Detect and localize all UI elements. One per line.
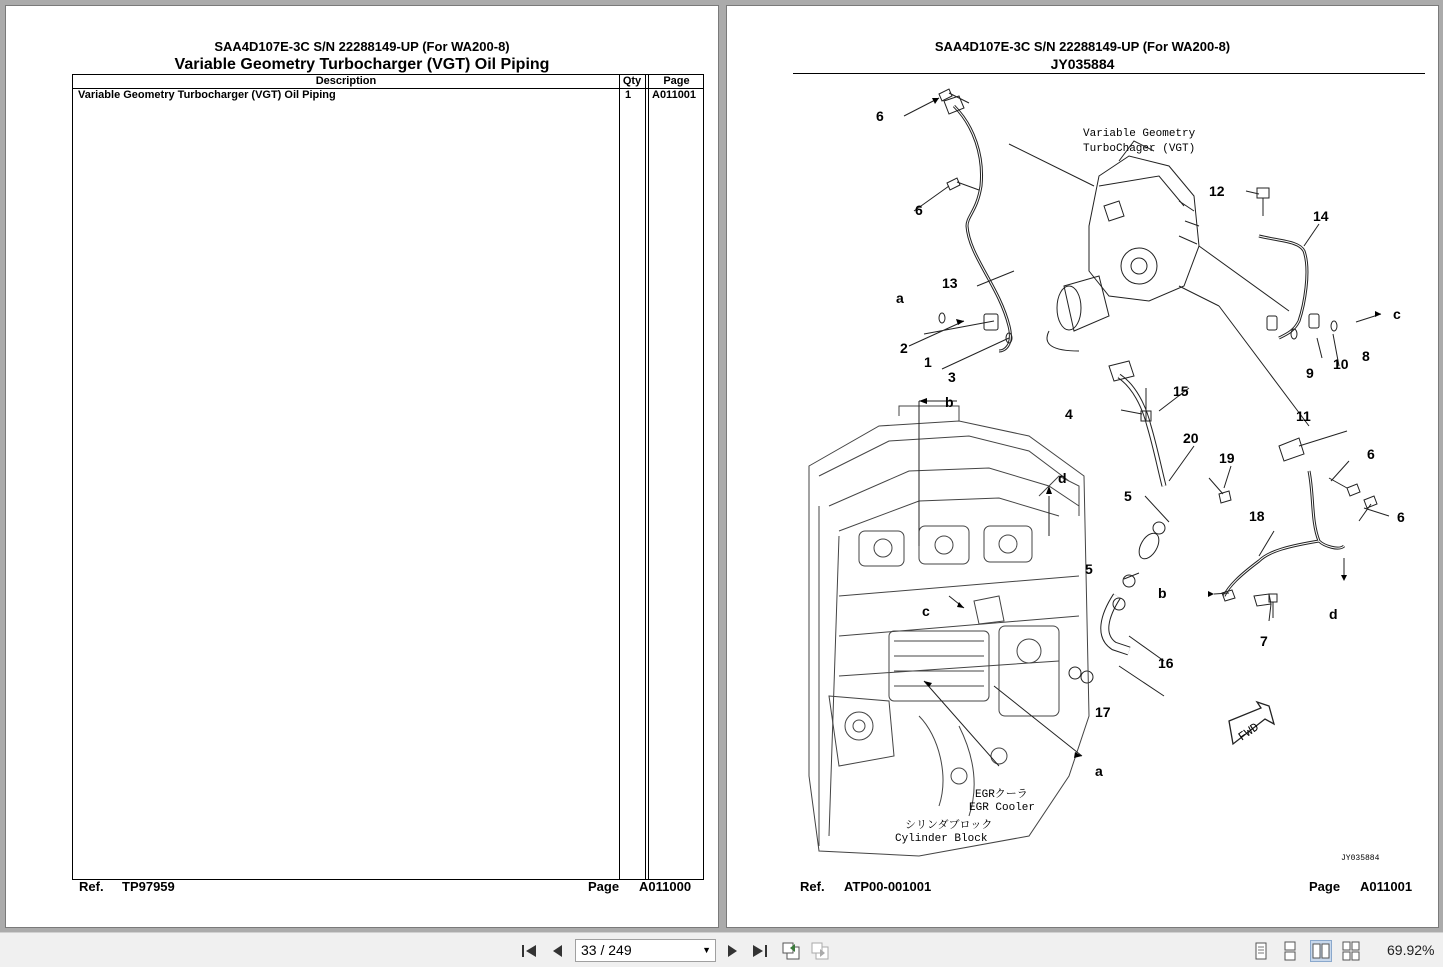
page-indicator: 33 / 249 — [581, 942, 632, 958]
left-page-label: Page — [588, 879, 620, 894]
header-rule — [793, 73, 1425, 74]
callout-4: 4 — [1065, 406, 1073, 422]
callout-9: 9 — [1306, 365, 1314, 381]
continuous-icon[interactable] — [1279, 940, 1301, 962]
callout-6: 6 — [876, 108, 884, 124]
fwd-label: FWD — [1235, 720, 1262, 745]
callout-3: 3 — [948, 369, 956, 385]
callout-17: 17 — [1095, 704, 1111, 720]
callout-12: 12 — [1209, 183, 1225, 199]
right-page-label: Page — [1309, 879, 1341, 894]
callout-5: 5 — [1124, 488, 1132, 504]
right-page — [726, 5, 1439, 928]
next-page-icon[interactable] — [721, 940, 743, 962]
right-ref-value: ATP00-001001 — [844, 879, 932, 894]
right-header-code: JY035884 — [1050, 56, 1115, 72]
callout-20: 20 — [1183, 430, 1199, 446]
turbocharger-drawing — [1047, 141, 1199, 351]
page-number-input[interactable] — [575, 939, 716, 962]
callout-19: 19 — [1219, 450, 1235, 466]
egr-label-jp: EGRクーラ — [975, 789, 1028, 801]
callout-8: 8 — [1362, 348, 1370, 364]
left-ref-label: Ref. — [79, 879, 104, 894]
single-page-icon[interactable] — [1250, 940, 1272, 962]
cyl-label-en: Cylinder Block — [895, 833, 988, 845]
callout-16: 16 — [1158, 655, 1174, 671]
chevron-down-icon[interactable]: ▼ — [702, 945, 711, 955]
callout-6: 6 — [1397, 509, 1405, 525]
vgt-label-line1: Variable Geometry — [1083, 128, 1196, 140]
status-bar — [0, 932, 1443, 967]
column-header-qty: Qty — [622, 75, 642, 87]
left-page-value: A011000 — [639, 879, 692, 894]
column-header-page: Page — [663, 75, 690, 87]
vgt-label-line2: TurboChager (VGT) — [1083, 143, 1196, 155]
right-page-value: A011001 — [1360, 879, 1413, 894]
callout-d: d — [1058, 470, 1067, 486]
right-ref-label: Ref. — [800, 879, 825, 894]
zoom-level[interactable]: 69.92% — [1387, 942, 1435, 958]
cylinder-block-drawing — [809, 406, 1089, 856]
callout-11: 11 — [1296, 408, 1311, 424]
callout-14: 14 — [1313, 208, 1329, 224]
first-page-icon[interactable] — [518, 940, 540, 962]
egr-label-en: EGR Cooler — [969, 802, 1036, 814]
exploded-parts-diagram — [799, 76, 1435, 876]
left-page — [5, 5, 719, 928]
callout-a: a — [1095, 763, 1103, 779]
callout-b: b — [945, 394, 954, 410]
parts-table — [72, 74, 704, 880]
two-page-icon[interactable] — [1310, 940, 1332, 962]
callout-6: 6 — [1367, 446, 1375, 462]
row-description[interactable]: Variable Geometry Turbocharger (VGT) Oil Piping — [78, 89, 336, 101]
callout-13: 13 — [942, 275, 958, 291]
callout-d: d — [1329, 606, 1338, 622]
row-page-link[interactable]: A011001 — [652, 89, 697, 101]
right-header-model: SAA4D107E-3C S/N 22288149-UP (For WA200-8) — [934, 39, 1231, 54]
row-qty: 1 — [625, 89, 632, 101]
callout-c: c — [922, 603, 930, 619]
left-header-model: SAA4D107E-3C S/N 22288149-UP (For WA200-8) — [214, 39, 510, 54]
left-ref-value: TP97959 — [122, 879, 175, 894]
callout-18: 18 — [1249, 508, 1265, 524]
callout-2: 2 — [900, 340, 908, 356]
callout-5: 5 — [1085, 561, 1093, 577]
back-view-icon[interactable] — [780, 940, 802, 962]
callout-a: a — [896, 290, 904, 306]
callout-c: c — [1393, 306, 1401, 322]
callout-10: 10 — [1333, 356, 1349, 372]
callout-1: 1 — [924, 354, 932, 370]
left-header-title: Variable Geometry Turbocharger (VGT) Oil Piping — [174, 56, 550, 73]
forward-view-icon[interactable] — [809, 940, 831, 962]
callout-7: 7 — [1260, 633, 1268, 649]
callout-6: 6 — [915, 202, 923, 218]
callout-b: b — [1158, 585, 1167, 601]
diagram-code: JY035884 — [1341, 854, 1380, 863]
callout-15: 15 — [1173, 383, 1189, 399]
prev-page-icon[interactable] — [547, 940, 569, 962]
last-page-icon[interactable] — [749, 940, 771, 962]
cyl-label-jp: シリンダブロック — [905, 820, 993, 832]
column-header-description: Description — [315, 75, 377, 87]
two-page-continuous-icon[interactable] — [1340, 940, 1362, 962]
